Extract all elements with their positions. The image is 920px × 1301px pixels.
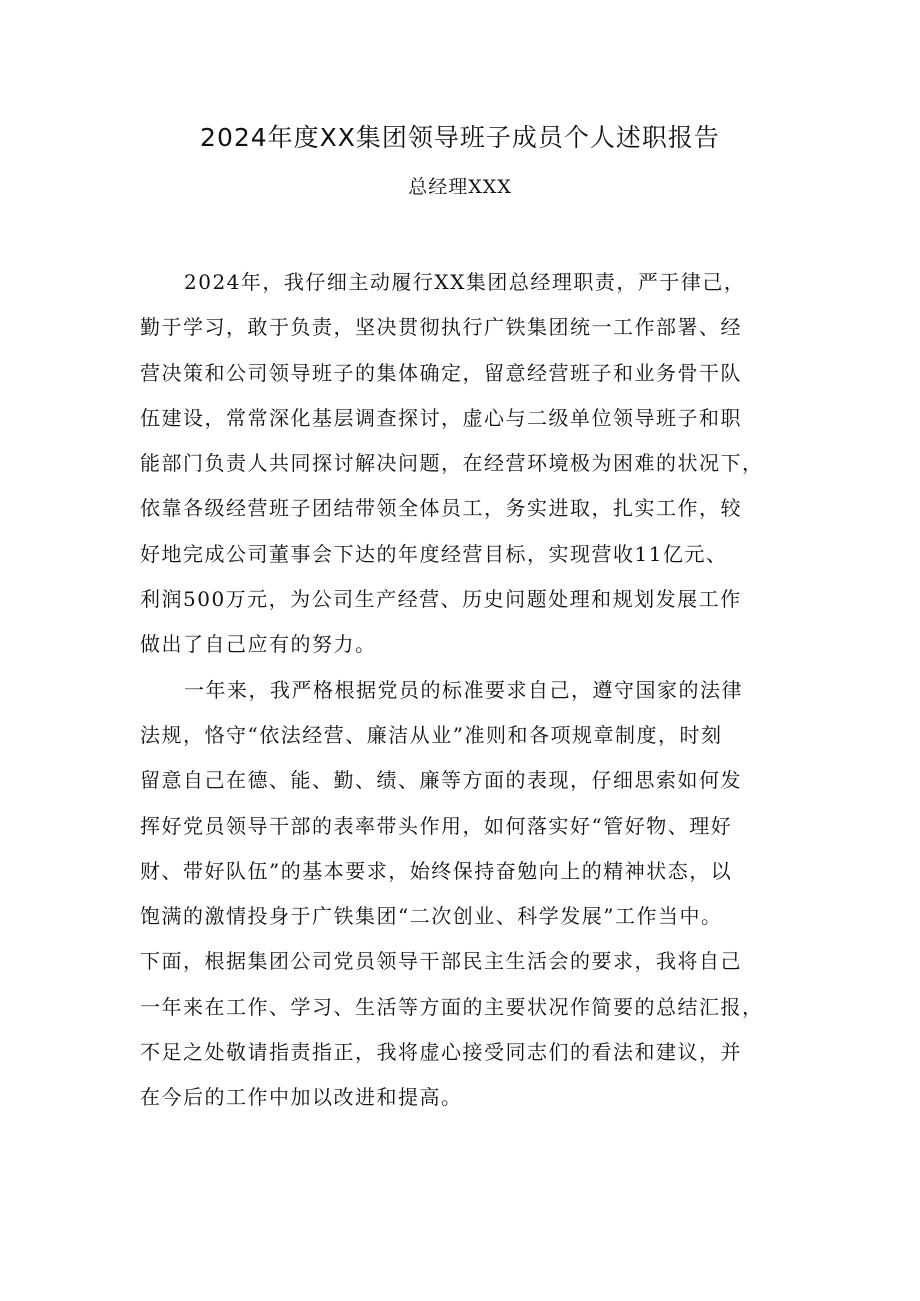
document-body xyxy=(140,260,800,1121)
paragraph-line: 营决策和公司领导班子的集体确定，留意经营班子和业务骨干队 xyxy=(140,360,742,385)
paragraph-line: 利润500万元，为公司生产经营、历史问题处理和规划发展工作 xyxy=(140,587,742,612)
document-title: 2024年度XX集团领导班子成员个人述职报告 xyxy=(200,123,720,152)
paragraph-line: 依靠各级经营班子团结带领全体员工，务实进取，扎实工作，较 xyxy=(140,496,742,521)
paragraph-line: 饱满的激情投身于广铁集团“二次创业、科学发展”工作当中。 xyxy=(140,904,723,929)
paragraph-line: 做出了自己应有的努力。 xyxy=(140,632,377,657)
paragraph-line: 勤于学习，敢于负责，坚决贯彻执行广铁集团统一工作部署、经 xyxy=(140,315,742,340)
paragraph-line: 不足之处敬请指责指正，我将虚心接受同志们的看法和建议，并 xyxy=(140,1040,742,1065)
paragraph-line: 财、带好队伍”的基本要求，始终保持奋勉向上的精神状态，以 xyxy=(140,858,733,883)
paragraph-line: 法规，恪守“依法经营、廉洁从业”准则和各项规章制度，时刻 xyxy=(140,722,723,747)
paragraph-line: 2024年，我仔细主动履行XX集团总经理职责，严于律己， xyxy=(184,270,746,294)
paragraph-line: 留意自己在德、能、勤、绩、廉等方面的表现，仔细思索如何发 xyxy=(140,768,742,793)
document-subtitle: 总经理XXX xyxy=(408,176,512,198)
paragraph-2 xyxy=(140,668,800,1121)
paragraph-line: 下面，根据集团公司党员领导干部民主生活会的要求，我将自己 xyxy=(140,949,742,974)
paragraph-1 xyxy=(140,260,800,668)
paragraph-line: 能部门负责人共同探讨解决问题，在经营环境极为困难的状况下， xyxy=(140,451,764,476)
paragraph-line: 挥好党员领导干部的表率带头作用，如何落实好“管好物、理好 xyxy=(140,813,733,838)
paragraph-line: 伍建设，常常深化基层调查探讨，虚心与二级单位领导班子和职 xyxy=(140,405,742,430)
paragraph-line: 在今后的工作中加以改进和提高。 xyxy=(140,1085,463,1110)
paragraph-line: 一年来在工作、学习、生活等方面的主要状况作简要的总结汇报， xyxy=(140,994,764,1019)
paragraph-line: 一年来，我严格根据党员的标准要求自己，遵守国家的法律 xyxy=(184,677,743,702)
paragraph-line: 好地完成公司董事会下达的年度经营目标，实现营收11亿元、 xyxy=(140,541,728,566)
